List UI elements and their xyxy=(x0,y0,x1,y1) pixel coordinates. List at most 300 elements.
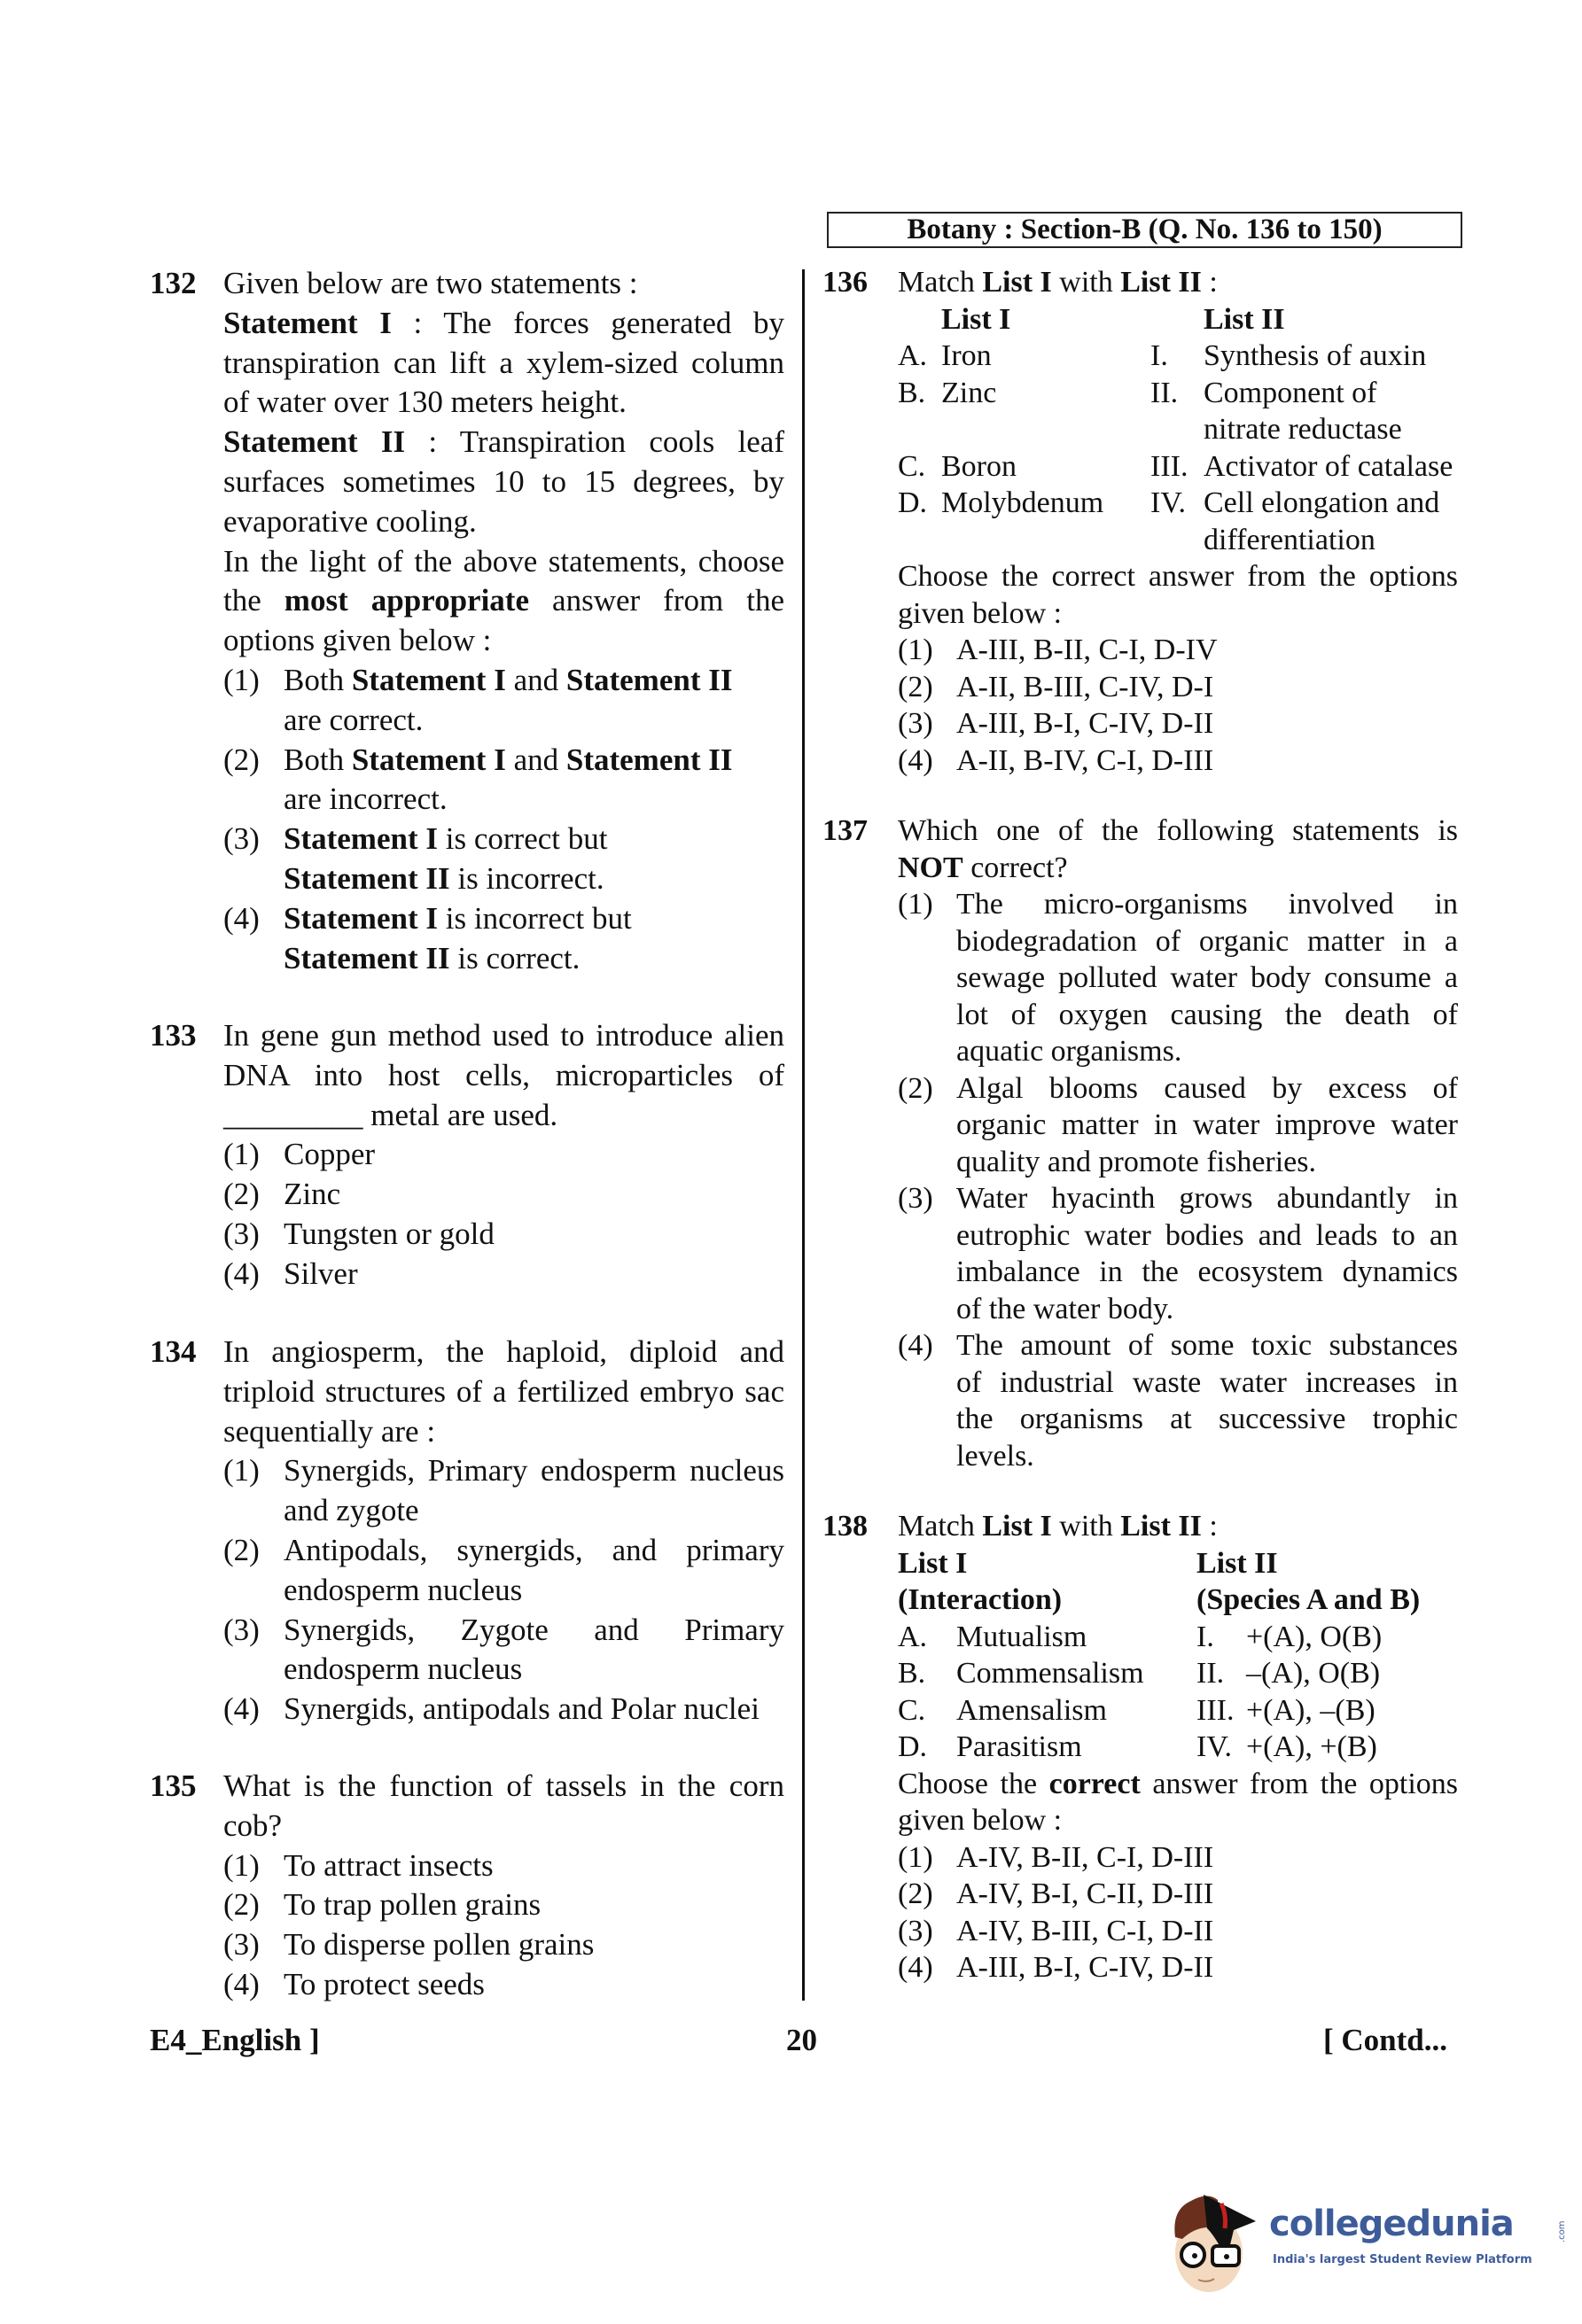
column-divider xyxy=(802,269,805,2001)
text-segment: –(A), O(B) xyxy=(1246,1657,1381,1690)
text-segment: Iron xyxy=(941,339,992,372)
option-text xyxy=(284,741,784,820)
option-label: (1) xyxy=(223,662,260,697)
text-line xyxy=(284,859,784,899)
question-body xyxy=(898,264,1458,779)
option-2 xyxy=(898,1876,1458,1913)
question-text xyxy=(223,542,784,661)
text-segment: A-IV, B-II, C-I, D-III xyxy=(956,1840,1214,1874)
text-segment: D. xyxy=(898,1730,928,1763)
question-text xyxy=(223,1767,784,1846)
text-segment: cob? xyxy=(223,1807,283,1843)
text-line xyxy=(898,1729,927,1766)
option-text xyxy=(284,1690,784,1729)
text-segment: +(A), +(B) xyxy=(1246,1730,1377,1763)
option-text xyxy=(956,1327,1458,1474)
text-line xyxy=(284,1925,784,1965)
list-i-label xyxy=(898,1619,927,1656)
text-segment: A-II, B-III, C-IV, D-I xyxy=(956,670,1214,703)
text-segment: In angiosperm, the haploid, diploid and xyxy=(223,1334,784,1369)
text-segment: D. xyxy=(898,486,928,519)
text-segment: III. xyxy=(1196,1693,1235,1727)
text-line xyxy=(898,1508,1458,1545)
list-i-item xyxy=(941,485,1103,522)
list-row xyxy=(898,1655,1458,1692)
text-line xyxy=(898,338,927,375)
option-2 xyxy=(898,1070,1458,1181)
text-segment: Copper xyxy=(284,1137,376,1172)
text-line xyxy=(223,1767,784,1807)
text-segment: III. xyxy=(1150,449,1188,483)
text-segment: endosperm nucleus xyxy=(284,1572,523,1607)
text-segment: A-III, B-I, C-IV, D-II xyxy=(956,707,1214,740)
bold-text: Statement II xyxy=(565,742,733,777)
text-line xyxy=(1204,522,1439,559)
match-list-table xyxy=(898,301,1458,559)
option-text xyxy=(284,1175,784,1215)
text-segment: transpiration can lift a xylem-sized column xyxy=(223,345,784,380)
option-label: (1) xyxy=(223,1453,260,1488)
text-segment: given below : xyxy=(898,1804,1063,1837)
text-segment: Commensalism xyxy=(956,1657,1144,1690)
list-row xyxy=(898,485,1458,558)
list-i-header xyxy=(941,301,1010,338)
list-ii-label xyxy=(1196,1655,1224,1692)
text-line xyxy=(941,485,1103,522)
text-segment: Cell elongation and xyxy=(1204,486,1440,519)
text-line xyxy=(941,448,1017,486)
footer-paper-code: E4_English ] xyxy=(150,2023,320,2057)
text-segment: To attract insects xyxy=(284,1847,494,1883)
text-line xyxy=(941,301,1010,338)
text-segment: +(A), O(B) xyxy=(1246,1620,1383,1653)
text-line xyxy=(284,701,784,741)
text-line xyxy=(898,558,1458,595)
option-label: (4) xyxy=(223,900,260,936)
option-label: (2) xyxy=(223,1177,260,1212)
text-line xyxy=(223,1016,784,1056)
text-segment: answer from the xyxy=(529,583,785,618)
option-label: (1) xyxy=(898,1840,933,1874)
option-3 xyxy=(223,820,784,899)
text-line xyxy=(223,264,784,304)
text-segment: levels. xyxy=(956,1439,1034,1473)
text-line xyxy=(284,1175,784,1215)
question-text xyxy=(898,1766,1458,1839)
list-row xyxy=(898,448,1458,486)
list-i-item xyxy=(941,448,1017,486)
option-label: (1) xyxy=(898,633,933,666)
option-text xyxy=(956,742,1458,780)
bold-text: Statement I xyxy=(351,662,506,697)
text-line xyxy=(956,960,1458,997)
question-text xyxy=(898,264,1458,301)
bold-text: Statement I xyxy=(223,305,392,340)
text-segment: differentiation xyxy=(1204,523,1375,556)
text-line xyxy=(898,375,925,412)
text-segment: metal are used. xyxy=(362,1097,558,1132)
question-body xyxy=(223,1016,784,1294)
list-ii-item xyxy=(1204,338,1426,375)
text-segment: List II xyxy=(1196,1546,1278,1580)
text-segment: Activator of catalase xyxy=(1204,449,1453,483)
option-1 xyxy=(223,1846,784,1886)
text-line xyxy=(1196,1655,1224,1692)
text-segment: I. xyxy=(1150,339,1168,372)
option-3 xyxy=(898,1180,1458,1327)
text-segment: Parasitism xyxy=(956,1730,1082,1763)
bold-text: Statement II xyxy=(223,424,406,460)
text-segment: To disperse pollen grains xyxy=(284,1927,595,1963)
bold-text: Statement I xyxy=(351,742,506,777)
option-text xyxy=(956,1949,1458,1986)
text-line xyxy=(1204,338,1426,375)
text-line xyxy=(1246,1729,1377,1766)
text-segment: Synergids, Zygote and Primary xyxy=(284,1612,784,1647)
text-line xyxy=(898,595,1458,633)
text-segment: (Interaction) xyxy=(898,1583,1063,1616)
text-line xyxy=(941,375,996,412)
text-line xyxy=(1150,448,1188,486)
text-line xyxy=(284,1611,784,1651)
text-line xyxy=(1150,485,1186,522)
list-ii-item xyxy=(1204,485,1439,558)
question-body xyxy=(223,1333,784,1729)
list-row xyxy=(898,338,1458,375)
list-i-label xyxy=(898,485,927,522)
text-segment: Silver xyxy=(284,1255,358,1291)
list-ii-item xyxy=(1246,1619,1382,1656)
text-line xyxy=(284,661,784,701)
text-line xyxy=(223,1807,784,1846)
text-line xyxy=(956,997,1458,1034)
option-label: (2) xyxy=(898,670,933,703)
text-line xyxy=(223,344,784,384)
text-line xyxy=(223,1056,784,1096)
text-segment: A-II, B-IV, C-I, D-III xyxy=(956,743,1214,777)
text-line xyxy=(898,485,927,522)
text-segment: Both xyxy=(284,742,352,777)
list-i-item xyxy=(956,1619,1087,1656)
text-line xyxy=(284,1451,784,1491)
text-line xyxy=(956,1144,1458,1181)
list-row xyxy=(898,375,1458,448)
option-text xyxy=(956,705,1458,742)
option-3 xyxy=(223,1925,784,1965)
question-number: 135 xyxy=(150,1768,197,1803)
text-segment: : xyxy=(1201,1510,1218,1543)
text-segment: of the water body. xyxy=(956,1292,1174,1325)
text-segment: surfaces sometimes 10 to 15 degrees, by xyxy=(223,463,784,499)
option-3 xyxy=(898,1913,1458,1950)
list-header-row xyxy=(898,1545,1458,1619)
bold-text: List II xyxy=(1120,1510,1202,1543)
option-label: (1) xyxy=(223,1847,260,1883)
text-line xyxy=(1204,375,1402,412)
text-segment: Zinc xyxy=(284,1177,341,1212)
list-ii-label xyxy=(1150,375,1178,412)
option-text xyxy=(956,1070,1458,1181)
question-number: 137 xyxy=(822,814,868,847)
text-line xyxy=(1204,448,1453,486)
option-4 xyxy=(898,742,1458,780)
text-segment: evaporative cooling. xyxy=(223,503,477,539)
text-segment: imbalance in the ecosystem dynamics xyxy=(956,1255,1458,1288)
text-line xyxy=(956,632,1458,669)
text-segment: IV. xyxy=(1150,486,1186,519)
text-segment: correct? xyxy=(962,851,1068,884)
question-body xyxy=(223,264,784,978)
text-line xyxy=(284,1846,784,1886)
text-line xyxy=(956,923,1458,960)
text-line xyxy=(223,581,784,621)
list-i-item xyxy=(941,338,992,375)
list-ii-item xyxy=(1204,375,1402,448)
text-segment: Synergids, Primary endosperm nucleus xyxy=(284,1453,784,1488)
text-line xyxy=(284,1690,784,1729)
text-segment: A-IV, B-I, C-II, D-III xyxy=(956,1877,1214,1910)
mascot-icon xyxy=(1163,2175,1269,2299)
option-text xyxy=(284,1531,784,1611)
question-number: 133 xyxy=(150,1018,197,1053)
text-line xyxy=(898,1619,927,1656)
option-text xyxy=(956,1839,1458,1877)
list-i-item xyxy=(956,1692,1107,1729)
question-body xyxy=(898,812,1458,1474)
list-ii-header xyxy=(1204,301,1285,338)
option-1 xyxy=(898,1839,1458,1877)
question-text xyxy=(223,304,784,423)
text-segment: is correct. xyxy=(449,940,581,975)
section-header: Botany : Section-B (Q. No. 136 to 150) xyxy=(827,212,1462,248)
bold-text: Statement I xyxy=(284,900,438,936)
option-label: (1) xyxy=(223,1137,260,1172)
text-line xyxy=(284,820,784,859)
text-line xyxy=(898,1692,925,1729)
text-line xyxy=(956,705,1458,742)
text-segment: is incorrect. xyxy=(449,860,604,896)
text-segment: the xyxy=(223,583,284,618)
text-segment: Both xyxy=(284,662,352,697)
text-segment: (Species A and B) xyxy=(1196,1583,1421,1616)
list-i-label xyxy=(898,375,925,412)
text-line xyxy=(223,1372,784,1412)
logo-tagline: India's largest Student Review Platform xyxy=(1273,2253,1532,2266)
text-segment: of industrial waste water increases in xyxy=(956,1365,1458,1399)
text-segment: nitrate reductase xyxy=(1204,413,1402,446)
text-segment: Match xyxy=(898,1510,983,1543)
text-line xyxy=(898,1655,925,1692)
bold-text: Statement II xyxy=(565,662,733,697)
text-segment: DNA into host cells, microparticles of xyxy=(223,1057,784,1092)
bold-text: Statement I xyxy=(284,821,438,857)
text-segment: and xyxy=(505,662,566,697)
text-segment: Molybdenum xyxy=(941,486,1104,519)
option-3 xyxy=(223,1611,784,1691)
text-line xyxy=(223,423,784,462)
option-label: (3) xyxy=(898,1914,933,1947)
text-segment: sequentially are : xyxy=(223,1413,436,1449)
text-line xyxy=(1196,1619,1214,1656)
text-segment: biodegradation of organic matter in a xyxy=(956,924,1458,958)
text-segment: endosperm nucleus xyxy=(284,1652,523,1687)
question-number: 138 xyxy=(822,1510,868,1543)
text-segment: List I xyxy=(941,302,1011,336)
option-4 xyxy=(223,1965,784,2005)
option-4 xyxy=(223,1690,784,1729)
list-i-header xyxy=(898,1545,1062,1619)
text-line xyxy=(284,1215,784,1255)
text-line xyxy=(223,1333,784,1372)
text-segment: In gene gun method used to introduce alien xyxy=(223,1018,784,1053)
option-text xyxy=(284,1215,784,1255)
text-line xyxy=(956,1327,1458,1364)
match-list-table xyxy=(898,1545,1458,1766)
question-body xyxy=(898,1508,1458,1986)
list-i-label xyxy=(898,338,927,375)
option-text xyxy=(284,1925,784,1965)
text-line xyxy=(1196,1692,1234,1729)
text-line xyxy=(223,304,784,344)
text-line xyxy=(284,1255,784,1294)
text-segment: A-IV, B-III, C-I, D-II xyxy=(956,1914,1214,1947)
text-segment: Match xyxy=(898,266,983,299)
option-text xyxy=(284,661,784,741)
text-segment: answer from the options xyxy=(1140,1767,1458,1800)
list-header-row xyxy=(898,301,1458,338)
list-i-label xyxy=(898,1655,925,1692)
text-segment: triploid structures of a fertilized embryo sac xyxy=(223,1373,784,1409)
bold-text: NOT xyxy=(898,851,963,884)
collegedunia-logo xyxy=(1163,2175,1570,2299)
option-text xyxy=(956,1180,1458,1327)
text-line xyxy=(956,1913,1458,1950)
text-segment: The micro-organisms involved in xyxy=(956,888,1458,921)
footer-contd: [ Contd... xyxy=(1323,2023,1448,2057)
text-line xyxy=(223,1412,784,1452)
question-text xyxy=(223,1016,784,1135)
text-segment: B. xyxy=(898,376,926,409)
text-line xyxy=(956,1291,1458,1328)
option-1 xyxy=(223,1451,784,1531)
option-4 xyxy=(223,1255,784,1294)
option-1 xyxy=(223,661,784,741)
option-2 xyxy=(223,1175,784,1215)
question-body xyxy=(223,1767,784,2005)
text-segment: Antipodals, synergids, and primary xyxy=(284,1532,784,1567)
question-text xyxy=(223,264,784,304)
list-i-label xyxy=(898,1729,927,1766)
option-label: (2) xyxy=(898,1071,933,1105)
text-line xyxy=(284,1491,784,1531)
list-ii-label xyxy=(1150,448,1188,486)
text-line xyxy=(1204,301,1285,338)
text-line xyxy=(1246,1619,1382,1656)
text-segment: Tungsten or gold xyxy=(284,1216,495,1251)
bold-text: List I xyxy=(982,1510,1052,1543)
list-ii-label xyxy=(1150,485,1186,522)
option-label: (4) xyxy=(898,743,933,777)
option-label: (2) xyxy=(223,742,260,777)
text-segment: of water over 130 meters height. xyxy=(223,385,627,420)
option-label: (3) xyxy=(223,1216,260,1251)
text-line xyxy=(956,742,1458,780)
question-number: 134 xyxy=(150,1334,197,1369)
text-segment: B. xyxy=(898,1657,926,1690)
text-line xyxy=(284,939,784,979)
text-segment: Synthesis of auxin xyxy=(1204,339,1427,372)
text-segment: the organisms at successive trophic xyxy=(956,1403,1458,1435)
option-text xyxy=(284,1451,784,1531)
bold-text: correct xyxy=(1048,1767,1141,1800)
text-segment: Component of xyxy=(1204,376,1377,409)
text-line xyxy=(956,669,1458,706)
list-ii-label xyxy=(1150,338,1168,375)
text-line xyxy=(223,383,784,423)
text-segment: and xyxy=(505,742,566,777)
option-text xyxy=(956,886,1458,1070)
option-text xyxy=(956,1913,1458,1950)
text-line xyxy=(956,1839,1458,1877)
bold-text: List II xyxy=(1120,266,1202,299)
list-i-label xyxy=(898,1692,925,1729)
text-line xyxy=(1204,411,1402,448)
text-line xyxy=(898,812,1458,850)
text-line xyxy=(1196,1545,1420,1582)
text-segment: II. xyxy=(1196,1657,1225,1690)
text-line xyxy=(956,886,1458,923)
text-segment: IV. xyxy=(1196,1730,1232,1763)
text-line xyxy=(898,850,1458,887)
option-1 xyxy=(223,1135,784,1175)
list-i-label xyxy=(898,448,925,486)
option-label: (4) xyxy=(898,1951,933,1984)
text-line xyxy=(1150,338,1168,375)
option-text xyxy=(284,1846,784,1886)
text-segment: +(A), –(B) xyxy=(1246,1693,1375,1727)
text-line xyxy=(223,621,784,661)
text-segment: A. xyxy=(898,339,928,372)
text-segment: are incorrect. xyxy=(284,781,448,817)
option-2 xyxy=(223,1531,784,1611)
text-line xyxy=(956,1364,1458,1402)
text-line xyxy=(898,1545,1062,1582)
text-segment: A. xyxy=(898,1620,928,1653)
option-1 xyxy=(898,632,1458,669)
bold-text: most appropriate xyxy=(284,583,530,618)
text-line xyxy=(898,448,925,486)
list-row xyxy=(898,1619,1458,1656)
text-line xyxy=(284,741,784,781)
text-segment: A-III, B-II, C-I, D-IV xyxy=(956,633,1218,666)
text-line xyxy=(956,1655,1144,1692)
logo-wordmark: collegedunia xyxy=(1269,2204,1514,2244)
text-line xyxy=(284,899,784,939)
option-label: (4) xyxy=(898,1329,933,1362)
bold-text: Statement II xyxy=(284,860,450,896)
text-line xyxy=(223,462,784,502)
text-segment: : Transpiration cools leaf xyxy=(405,424,784,460)
option-3 xyxy=(223,1215,784,1255)
text-line xyxy=(223,502,784,542)
text-line xyxy=(284,1650,784,1690)
list-ii-label xyxy=(1196,1729,1232,1766)
text-line xyxy=(956,1729,1082,1766)
question-number: 136 xyxy=(822,266,868,299)
list-i-item xyxy=(956,1655,1144,1692)
option-4 xyxy=(898,1327,1458,1474)
text-segment: are correct. xyxy=(284,702,424,737)
